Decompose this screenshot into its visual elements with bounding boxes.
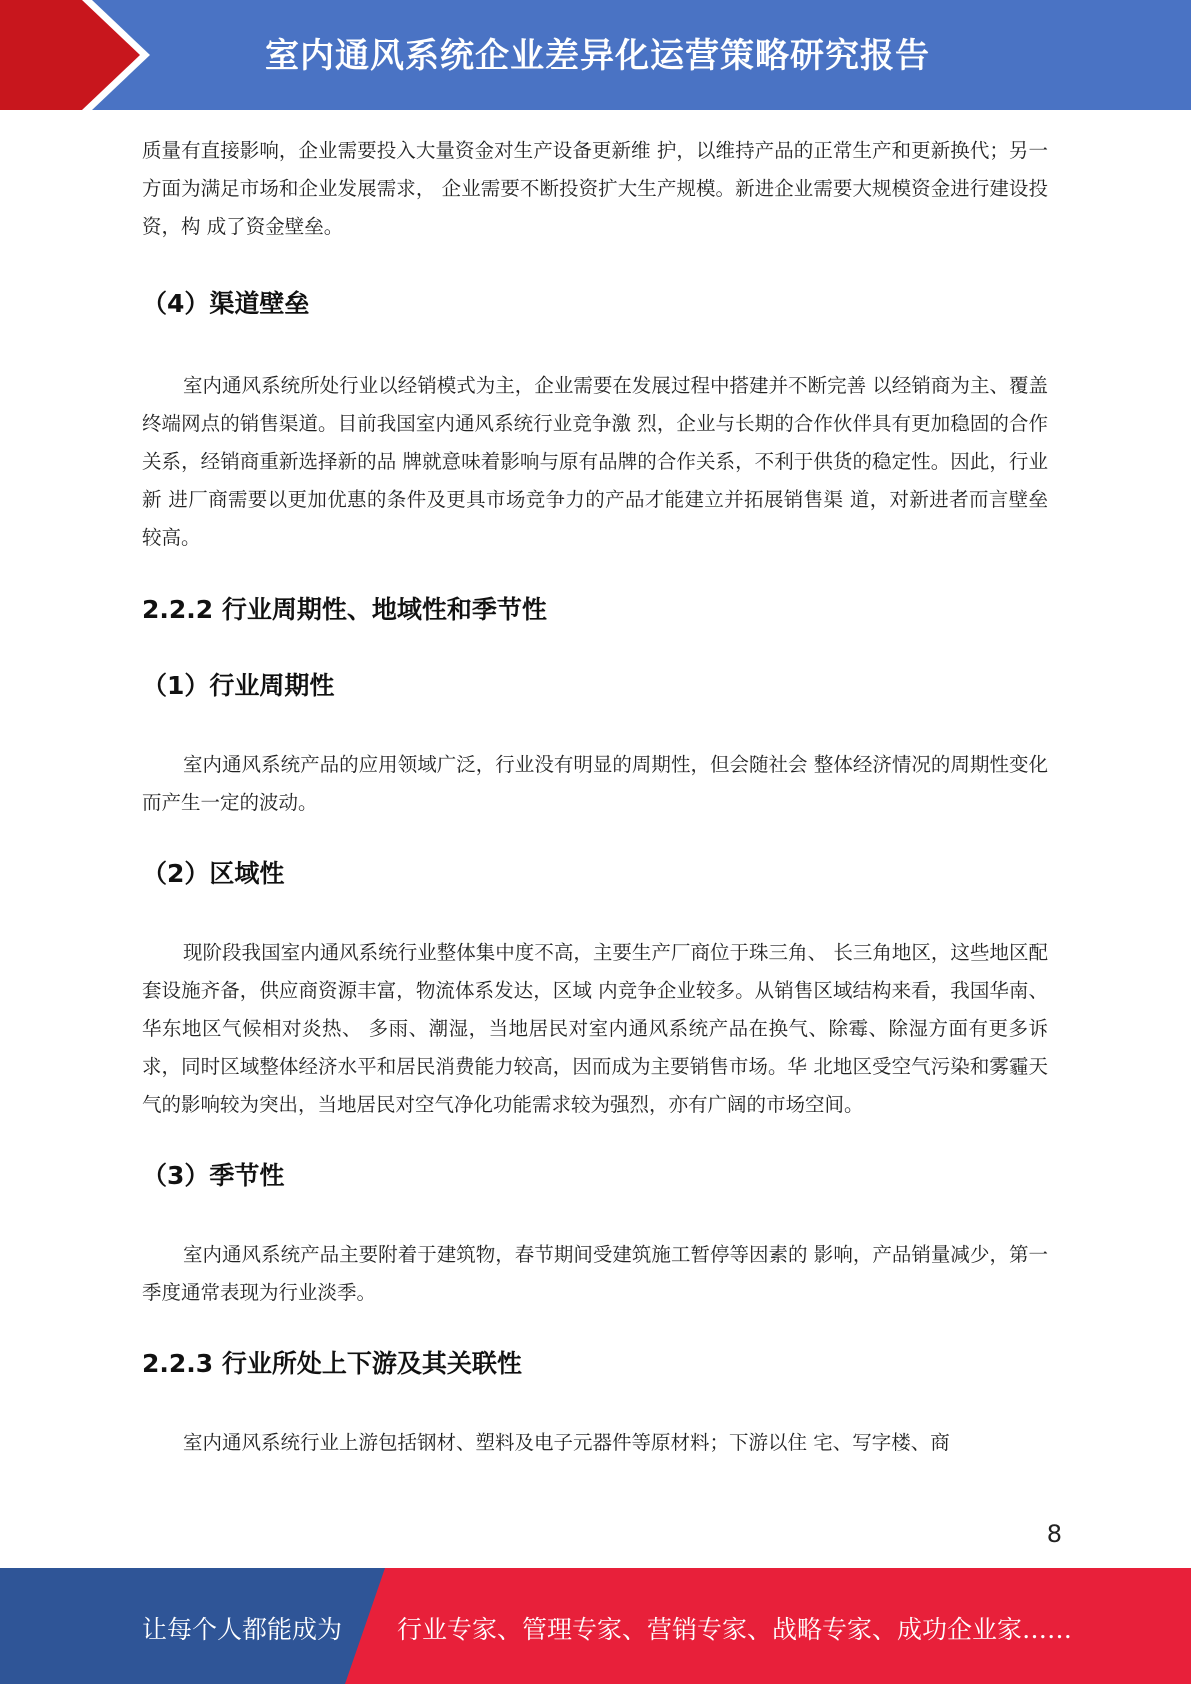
footer-slogan-left: 让每个人都能成为 — [142, 1615, 343, 1644]
heading-regionality: （2）区域性 — [142, 859, 285, 888]
paragraph-seasonality: 室内通风系统产品主要附着于建筑物，春节期间受建筑施工暂停等因素的 影响，产品销量减少，第一季度通常表现为行业淡季。 — [142, 1243, 1048, 1304]
paragraph-capital-barrier: 质量有直接影响，企业需要投入大量资金对生产设备更新维 护，以维持产品的正常生产和更新换代；另一方面为满足市场和企业发展需求， 企业需要不断投资扩大生产规模。新进企业需要大规模资金进行建设投资，构 成了资金壁垒。 — [142, 139, 1048, 238]
heading-seasonality: （3）季节性 — [142, 1161, 285, 1190]
paragraph-cyclicality: 室内通风系统产品的应用领域广泛，行业没有明显的周期性，但会随社会 整体经济情况的周期性变化而产生一定的波动。 — [142, 753, 1048, 814]
section-heading-2-2-3: 2.2.3 行业所处上下游及其关联性 — [142, 1349, 522, 1378]
paragraph-regionality: 现阶段我国室内通风系统行业整体集中度不高，主要生产厂商位于珠三角、 长三角地区，这些地区配套设施齐备，供应商资源丰富，物流体系发达，区域 内竞争企业较多。从销售区域结构来看，我国华南、华东地区气候相对炎热、 多雨、潮湿，当地居民对室内通风系统产品在换气、除霉、除湿方面有更多诉 求，同时区域整体经济水平和居民消费能力较高，因而成为主要销售市场。华 北地区受空气污染和雾霾天气的影响较为突出，当地居民对空气净化功能需求较为强烈，亦有广阔的市场空间。 — [142, 941, 1048, 1116]
page-number: 8 — [1046, 1520, 1062, 1548]
paragraph-channel-barrier: 室内通风系统所处行业以经销模式为主，企业需要在发展过程中搭建并不断完善 以经销商为主、覆盖终端网点的销售渠道。目前我国室内通风系统行业竞争激 烈，企业与长期的合作伙伴具有更加稳固的合作关系，经销商重新选择新的品 牌就意味着影响与原有品牌的合作关系，不利于供货的稳定性。因此，行业新 进厂商需要以更加优惠的条件及更具市场竞争力的产品才能建立并拓展销售渠 道，对新进者而言壁垒较高。 — [142, 374, 1048, 549]
heading-channel-barrier: （4）渠道壁垒 — [142, 289, 310, 318]
heading-cyclicality: （1）行业周期性 — [142, 671, 335, 700]
page-header — [0, 0, 1191, 110]
page-footer — [0, 1568, 1191, 1684]
footer-slogan-right: 行业专家、管理专家、营销专家、战略专家、成功企业家…… — [397, 1615, 1073, 1644]
section-heading-2-2-2: 2.2.2 行业周期性、地域性和季节性 — [142, 595, 547, 624]
report-title: 室内通风系统企业差异化运营策略研究报告 — [265, 36, 930, 76]
document-body — [142, 132, 1048, 1462]
paragraph-industry-chain: 室内通风系统行业上游包括钢材、塑料及电子元器件等原材料；下游以住 宅、写字楼、商 — [183, 1431, 950, 1454]
